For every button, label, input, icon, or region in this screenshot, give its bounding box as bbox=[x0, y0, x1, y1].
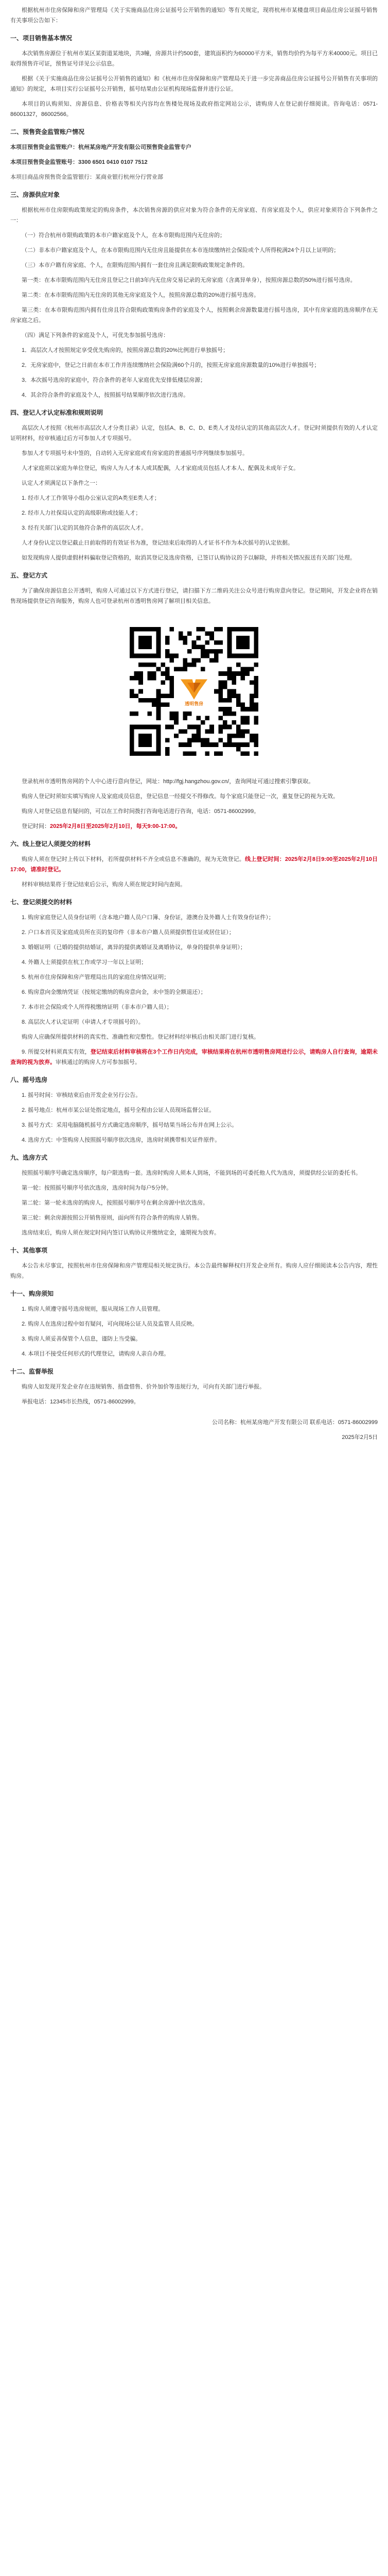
section-5-title: 五、登记方式 bbox=[10, 572, 48, 579]
section-4-para-3: 人才家庭须以家庭为单位登记，购房人为人才本人或其配偶，人才家庭成员包括人才本人、配偶及未成年子女。 bbox=[22, 465, 299, 471]
section-10-para: 本公告未尽事宜，按照杭州市住房保障和房产管理局相关规定执行。本公告最终解释权归开发企业所有。购房人应仔细阅读本公告内容，理性购房。 bbox=[10, 1263, 378, 1279]
section-3-para-5: 第一类：在本市限购范围内无住房且登记之日前3年内无住房交易记录的无房家庭（含离异单身），按照房源总数的50%进行摇号选房。 bbox=[22, 277, 356, 283]
section-5-after-2: 购房人登记时须如实填写购房人及家庭成员信息，登记信息一经提交不得修改。每个家庭只能登记一次，重复登记的视为无效。 bbox=[22, 793, 339, 800]
section-1-para-1: 本次销售房源位于杭州市某区某街道某地块，共3幢，房源共计约500套，建筑面积约为60000平方米，销售均价约为每平方米40000元。项目已取得预售许可证，预售证号详见公示信息。 bbox=[10, 50, 378, 67]
section-9-item-3: 第三轮：剩余房源按照公开销售原则，面向所有符合条件的购房人销售。 bbox=[22, 1215, 203, 1221]
announcement-date: 2025年2月5日 bbox=[342, 1434, 378, 1440]
section-7-title: 七、登记须提交的材料 bbox=[10, 899, 73, 906]
section-7-note-pre: 9. 所提交材料须真实有效， bbox=[22, 1049, 91, 1055]
section-4-title: 四、登记人才认定标准和规则说明 bbox=[10, 409, 103, 416]
section-4-list-3: 3. 经有关部门认定的其他符合条件的高层次人才。 bbox=[22, 525, 147, 531]
section-5-after-1: 登录杭州市透明售房网的个人中心进行意向登记，网址：http://fgj.hangzhou.gov.cn/，查询网址可通过搜索引擎获取。 bbox=[22, 778, 314, 785]
section-8-item-1: 1. 摇号时间：审核结束后由开发企业另行公告。 bbox=[22, 1092, 142, 1098]
section-7-item-5: 5. 杭州市住房保障和房产管理局出具的家庭住房情况证明； bbox=[22, 974, 170, 980]
section-9-tail: 选房结束后，购房人须在规定时间内签订认购协议并缴纳定金，逾期视为放弃。 bbox=[22, 1230, 220, 1236]
section-7-item-8: 8. 高层次人才认定证明（申请人才专项摇号的）。 bbox=[22, 1019, 144, 1025]
section-4-para-2: 参加人才专项摇号未中签的，自动转入无房家庭或有房家庭的普通摇号序列继续参加摇号。 bbox=[22, 450, 248, 456]
section-1-para-3: 本项目的认购须知、房源信息、价格表等相关内容均在售楼处现场及政府指定网站公示，请购房人在登记前仔细阅读。咨询电话：0571-86001327，86002566。 bbox=[10, 101, 378, 117]
section-11-title: 十一、购房须知 bbox=[10, 1290, 54, 1297]
section-4-para-1: 高层次人才按照《杭州市高层次人才分类目录》认定，包括A、B、C、D、E类人才及经认定的其他高层次人才。登记时须提供有效的人才认定证明材料，经审核通过后方可参加人才专项摇号。 bbox=[10, 425, 378, 442]
section-8-item-4: 4. 选房方式：中签购房人按照摇号顺序依次选房，选房时须携带相关证件原件。 bbox=[22, 1137, 221, 1143]
section-3-rules-title: （四）满足下列条件的家庭及个人，可优先参加摇号选房： bbox=[22, 332, 169, 338]
section-7-item-7: 7. 本市社会保险或个人所得税缴纳证明（非本市户籍人员）； bbox=[22, 1004, 172, 1010]
section-4-tail-1: 人才身份认定以登记截止日前取得的有效证书为准，登记结束后取得的人才证书不作为本次摇号的认定依据。 bbox=[22, 540, 293, 546]
registration-time bbox=[10, 821, 378, 832]
section-3-title: 三、房源供应对象 bbox=[10, 191, 60, 198]
section-3-rule-1: 1．高层次人才按照规定享受优先购房的，按照房源总数的20%比例进行单独摇号； bbox=[22, 347, 229, 353]
section-7-note-highlight: 登记结束后材料审核将在3个工作日内完成，审核结果将在杭州市透明售房网进行公示，请购房人自行查询，逾期未查询的视为放弃。 bbox=[10, 1049, 378, 1065]
section-7-item-6: 6. 购房意向金缴纳凭证（按规定缴纳的购房意向金，未中签的全额退还）； bbox=[22, 989, 206, 995]
section-11-item-4: 4. 本项目不接受任何形式的代理登记，请购房人亲自办理。 bbox=[22, 1351, 170, 1357]
section-5-after-3: 购房人对登记信息有疑问的，可以在工作时间拨打咨询电话进行咨询，电话：0571-86002999。 bbox=[22, 808, 260, 815]
section-3-para-2: （一）符合杭州市限购政策的本市户籍家庭及个人，在本市限购范围内无住房的； bbox=[22, 232, 225, 239]
section-8-item-2: 2. 摇号地点：杭州市某公证处指定地点，摇号全程由公证人员现场监督公证。 bbox=[22, 1107, 215, 1113]
section-6-para bbox=[10, 854, 378, 875]
section-3-rule-4: 4．其余符合条件的家庭及个人，按照摇号结果顺序依次进行选房。 bbox=[22, 392, 189, 398]
section-4-list-1: 1. 经市人才工作领导小组办公室认定的A类至E类人才； bbox=[22, 495, 160, 501]
escrow-account-name: 本项目预售资金监管账户：杭州某房地产开发有限公司预售资金监管专户 bbox=[10, 144, 191, 150]
section-7-item-1: 1. 购房家庭登记人员身份证明（含本地户籍人员户口簿、身份证，港澳台及外籍人士有效身份证件）； bbox=[22, 914, 274, 921]
section-7-item-3: 3. 婚姻证明（已婚的提供结婚证，离异的提供离婚证及离婚协议，单身的提供单身证明）； bbox=[22, 944, 246, 951]
section-8-item-3: 3. 摇号方式：采用电脑随机摇号方式确定选房顺序，摇号结果当场公布并在网上公示。 bbox=[22, 1122, 238, 1128]
section-3-para-3: （二）非本市户籍家庭及个人，在本市限购范围内无住房且能提供在本市连续缴纳社会保险或个人所得税满24个月以上证明的； bbox=[22, 247, 340, 253]
section-7-item-2: 2. 户口本首页及家庭成员所在页的复印件（非本市户籍人员须提供暂住证或居住证）； bbox=[22, 929, 235, 936]
section-6-para-plain: 购房人须在登记时上传以下材料，若所提供材料不齐全或信息不准确的，视为无效登记。 bbox=[22, 856, 245, 862]
section-4-tail-2: 如发现购房人提供虚假材料骗取登记资格的，取消其登记及选房资格，已签订认购协议的予以解除，并将相关情况报送有关部门处理。 bbox=[22, 555, 356, 561]
brand-logo-text: 透明售房 bbox=[184, 701, 203, 706]
registration-time-value: 2025年2月8日至2025年2月10日，每天9:00-17:00。 bbox=[50, 823, 181, 829]
section-8-title: 八、摇号选房 bbox=[10, 1076, 48, 1083]
section-7-item-4: 4. 外籍人士须提供在杭工作或学习一年以上证明； bbox=[22, 959, 147, 965]
section-11-item-1: 1. 购房人须遵守摇号选房规则，服从现场工作人员管理。 bbox=[22, 1306, 164, 1312]
section-9-item-2: 第二轮：第一轮未选房的购房人，按照摇号顺序号在剩余房源中依次选房。 bbox=[22, 1200, 208, 1206]
brand-logo bbox=[179, 676, 209, 707]
escrow-account-number: 本项目预售资金监管账号：3300 6501 0410 0107 7512 bbox=[10, 159, 148, 165]
section-4-list-2: 2. 经市人力社保局认定的高级职称或技能人才； bbox=[22, 510, 142, 516]
section-5-para: 为了确保房源信息公开透明，购房人可通过以下方式进行登记，请扫描下方二维码关注公众号进行购房意向登记。登记期间，开发企业将在销售现场提供登记咨询服务，购房人也可登录杭州市透明售房网了解项目相关信息。 bbox=[10, 588, 378, 604]
section-9-item-1: 第一轮：按照摇号顺序号依次选房，选房时间为每户5分钟。 bbox=[22, 1185, 172, 1191]
section-3-para-6: 第二类：在本市限购范围内无住房的其他无房家庭及个人，按照房源总数的20%进行摇号选房。 bbox=[22, 292, 260, 298]
section-7-para: 购房人应确保所提供材料的真实性、准确性和完整性。登记材料经审核后由相关部门进行复核。 bbox=[22, 1034, 259, 1040]
section-12-para-1: 购房人如发现开发企业存在违规销售、捂盘惜售、价外加价等违规行为，可向有关部门进行举报。 bbox=[22, 1384, 265, 1390]
company-contact: 公司名称：杭州某房地产开发有限公司 联系电话：0571-86002999 bbox=[211, 1419, 378, 1426]
section-3-para-4: （三）本市户籍有房家庭、个人，在限购范围内拥有一套住房且满足限购政策规定条件的。 bbox=[22, 262, 248, 268]
section-11-item-3: 3. 购房人须妥善保管个人信息，谨防上当受骗。 bbox=[22, 1336, 142, 1342]
section-11-item-2: 2. 购房人在选房过程中如有疑问，可向现场公证人员及监管人员反映。 bbox=[22, 1321, 198, 1327]
section-3-para-1: 根据杭州市住房限购政策规定的购房条件，本次销售房源的供应对象为符合条件的无房家庭、有房家庭及个人，供应对象须符合下列条件之一： bbox=[10, 207, 378, 224]
section-7-note bbox=[10, 1047, 378, 1067]
section-12-title: 十二、监督举报 bbox=[10, 1368, 54, 1375]
section-1-title: 一、项目销售基本情况 bbox=[10, 35, 73, 42]
section-9-para: 按照摇号顺序号确定选房顺序，每户限选购一套。选房时购房人须本人到场，不能到场的可委托他人代为选房，须提供经公证的委托书。 bbox=[22, 1170, 361, 1176]
section-7-note-tail: 审核通过的购房人方可参加摇号。 bbox=[56, 1059, 140, 1065]
section-9-title: 九、选房方式 bbox=[10, 1154, 48, 1161]
section-3-para-7: 第三类：在本市限购范围内拥有住房且符合限购政策购房条件的家庭及个人，按照剩余房源数量进行摇号选房，其中有房家庭的选房顺序在无房家庭之后。 bbox=[10, 307, 378, 324]
qr-code-container bbox=[0, 627, 388, 756]
section-3-rule-2: 2．无房家庭中，登记之日前在本市工作并连续缴纳社会保险满60个月的，按照无房家庭房源数量的10%进行单独摇号； bbox=[22, 362, 320, 368]
section-2-title: 二、预售资金监管账户情况 bbox=[10, 128, 85, 135]
intro-paragraph: 根据杭州市住房保障和房产管理局《关于实施商品住房公证摇号公开销售的通知》等有关规定，现将杭州市某楼盘项目商品住房公证摇号销售有关事项公告如下： bbox=[10, 7, 378, 24]
section-12-para-2: 举报电话：12345市长热线，0571-86002999。 bbox=[22, 1399, 139, 1405]
section-10-title: 十、其他事项 bbox=[10, 1247, 48, 1254]
section-6-sub: 材料审核结果将于登记结束后公示，购房人须在规定时间内查阅。 bbox=[22, 882, 186, 888]
section-3-rule-3: 3．本次摇号选房的家庭中，符合条件的老年人家庭优先安排低楼层房源； bbox=[22, 377, 206, 383]
section-4-para-4: 认定人才须满足以下条件之一： bbox=[22, 480, 101, 486]
escrow-bank: 本项目商品房预售资金监管银行：某商业银行杭州分行营业部 bbox=[10, 174, 163, 180]
section-1-para-2: 根据《关于实施商品住房公证摇号公开销售的通知》和《杭州市住房保障和房产管理局关于进一步完善商品住房公证摇号公开销售有关事项的通知》的规定，本项目实行公证摇号公开销售，摇号结果由公证机构现场监督并进行公证。 bbox=[10, 76, 378, 92]
registration-time-label: 登记时间： bbox=[22, 823, 50, 829]
section-6-para-highlight: 线上登记时间：2025年2月8日9:00至2025年2月10日17:00，请准时登记。 bbox=[10, 856, 378, 873]
section-6-title: 六、线上登记人须提交的材料 bbox=[10, 840, 91, 848]
qr-code[interactable] bbox=[130, 627, 258, 756]
brand-logo-icon bbox=[130, 676, 258, 701]
